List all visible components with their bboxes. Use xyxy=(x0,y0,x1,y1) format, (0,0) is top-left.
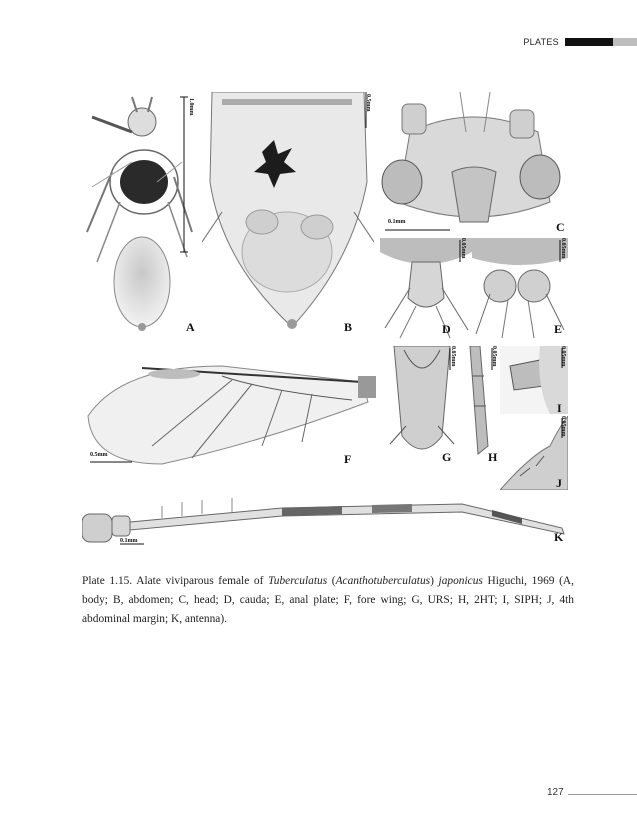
caption-prefix: Plate 1.15. Alate viviparous female of xyxy=(82,575,269,588)
panel-d-letter: D xyxy=(442,322,451,336)
page-number-rule xyxy=(568,794,637,795)
panel-i-letter: I xyxy=(557,401,562,414)
panel-e-scale-label: 0.05mm xyxy=(560,238,566,259)
panel-g-illustration xyxy=(384,346,460,466)
panel-f-illustration xyxy=(82,346,378,470)
panel-e-anal-plate xyxy=(472,238,568,340)
panel-b-illustration xyxy=(202,92,374,340)
panel-h-letter: H xyxy=(488,450,498,464)
panel-c-scale-label: 0.1mm xyxy=(388,219,406,225)
caption-open-paren: ( xyxy=(327,575,336,588)
panel-b-scale-label: 0.5mm xyxy=(365,94,371,112)
panel-a-scale-label: 1.0mm xyxy=(188,98,194,116)
caption-subgenus: Acanthotuberculatus xyxy=(335,575,431,588)
panel-h-2ht xyxy=(462,346,500,466)
panel-f-scale-label: 0.5mm xyxy=(90,452,108,458)
panel-j-scale-label: 0.05mm xyxy=(560,416,566,437)
panel-d-scale-label: 0.05mm xyxy=(460,238,466,259)
running-head-label: PLATES xyxy=(523,37,559,47)
panel-c-illustration xyxy=(380,92,568,236)
panel-k-antenna xyxy=(82,488,568,550)
panel-c-letter: C xyxy=(556,220,565,234)
panel-d-cauda xyxy=(380,238,472,340)
panel-a-illustration xyxy=(82,92,202,340)
panel-k-letter: K xyxy=(554,530,564,544)
caption-species: japonicus xyxy=(438,575,483,588)
panel-g-letter: G xyxy=(442,450,452,464)
panel-k-illustration xyxy=(82,488,568,550)
panel-c-head xyxy=(380,92,568,236)
panel-f-letter: F xyxy=(344,452,352,466)
panel-j-abdominal-margin xyxy=(500,416,568,490)
panel-h-scale-label: 0.05mm xyxy=(491,346,497,367)
panel-i-siph xyxy=(500,346,568,414)
caption-close-paren: ) xyxy=(430,575,439,588)
panel-e-letter: E xyxy=(554,322,563,336)
caption-suffix: Higuchi, 1969 (A, body; B, abdomen; C, head; D, cauda; E, anal plate; F, fore wing; G, URS; H, 2HT; I, SIPH; J, 4th abdominal margin; K, antenna). xyxy=(82,575,574,626)
panel-g-scale-label: 0.05mm xyxy=(450,346,456,367)
panel-a-body xyxy=(82,92,202,340)
panel-f-fore-wing xyxy=(82,346,378,470)
panel-d-illustration xyxy=(380,238,472,340)
panel-j-letter: J xyxy=(556,476,562,490)
caption-genus: Tuberculatus xyxy=(268,575,328,588)
panel-g-urs xyxy=(384,346,460,466)
page-number: 127 xyxy=(547,787,564,798)
panel-b-abdomen xyxy=(202,92,374,340)
panel-i-scale-label: 0.05mm xyxy=(560,346,566,367)
panel-b-letter: B xyxy=(344,320,353,334)
plate-caption xyxy=(82,572,574,629)
panel-a-letter: A xyxy=(186,320,195,334)
panel-k-scale-label: 0.1mm xyxy=(120,538,138,544)
